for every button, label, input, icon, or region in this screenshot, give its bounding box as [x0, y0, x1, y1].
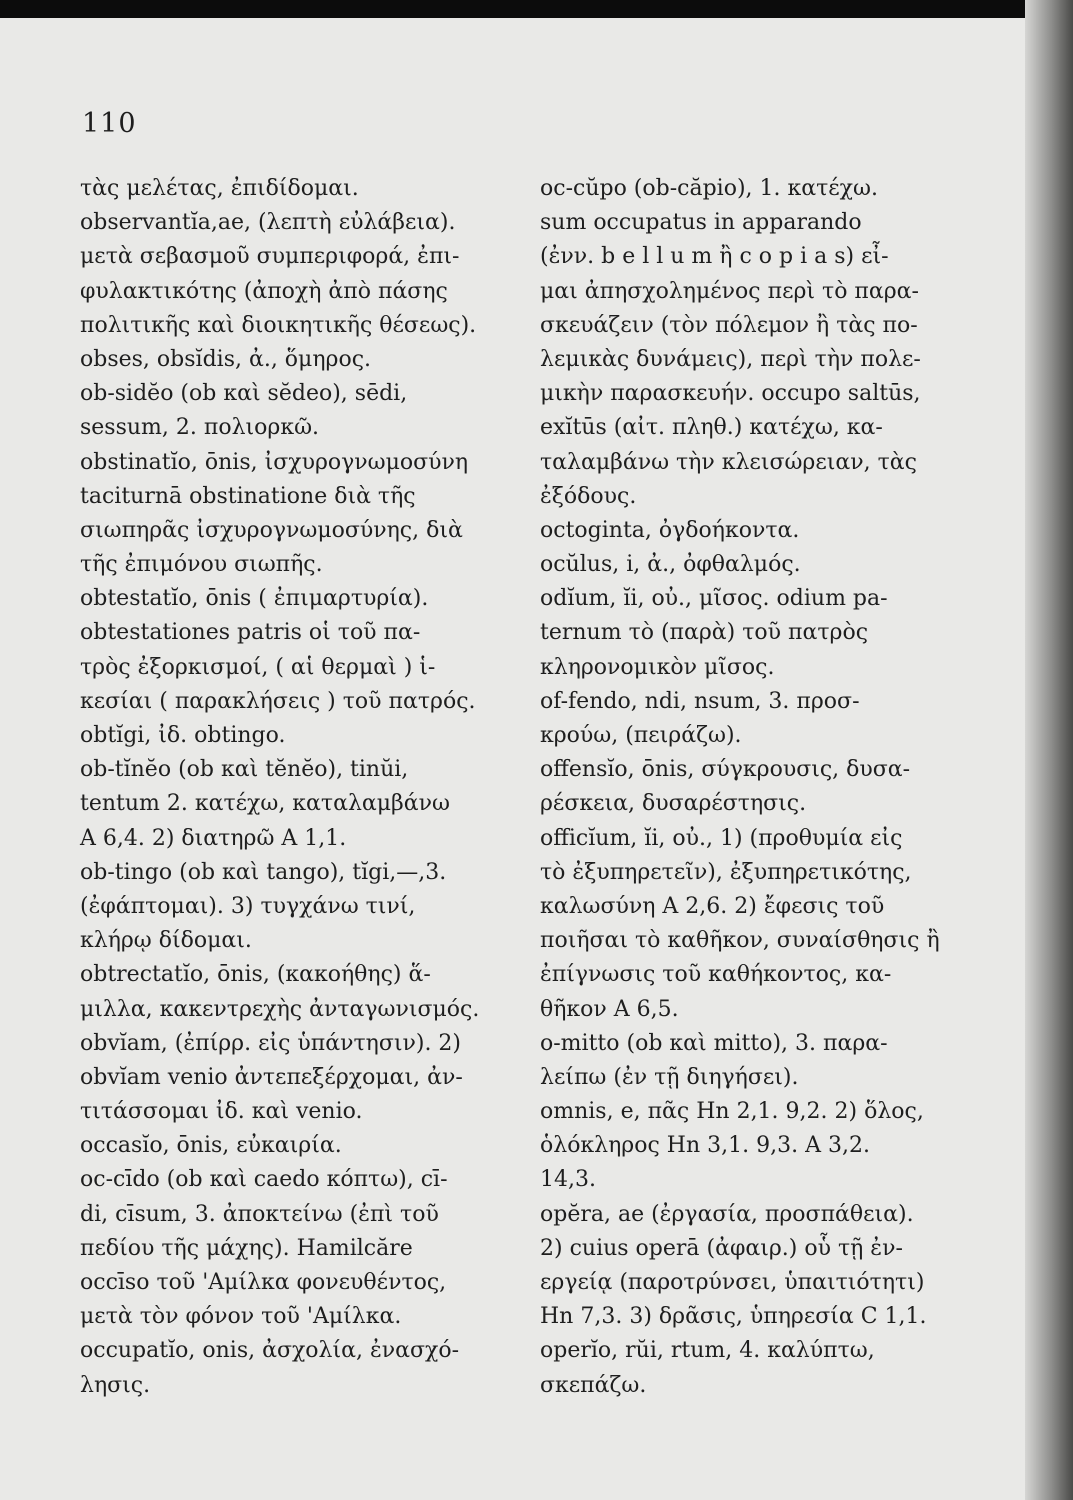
entry-line: (ἐνν. b e l l u m ἢ c o p i a s) εἶ- [540, 244, 889, 270]
entry-line: μετὰ σεβασμοῦ συμπεριφορά, ἐπι- [80, 244, 460, 270]
entry-line: ternum τὸ (παρὰ) τοῦ πατρὸς [540, 620, 869, 646]
entry-line: σκεπάζω. [540, 1372, 647, 1398]
entry-line: μαι ἀπησχολημένος περὶ τὸ παρα- [540, 278, 919, 304]
entry-line: of-fendo, ndi, nsum, 3. προσ- [540, 688, 860, 714]
entry-line: τρὸς ἐξορκισμοί, ( αἱ θερμαὶ ) ἱ- [80, 654, 436, 680]
entry-line: τῆς ἐπιμόνου σιωπῆς. [80, 552, 323, 578]
entry-line: obstinatĭo, ōnis, ἰσχυρογνωμοσύνη [80, 449, 469, 475]
entry-line: obvĭam, (ἐπίρρ. εἰς ὑπάντησιν). 2) [80, 1030, 462, 1056]
entry-line: A 6,4. 2) διατηρῶ A 1,1. [80, 825, 347, 851]
book-gutter-shadow [1025, 0, 1073, 1500]
entry-line: obtestatĭo, ōnis ( ἐπιμαρτυρία). [80, 586, 429, 612]
entry-line: ob-tĭnĕo (ob καὶ tĕnĕo), tinŭi, [80, 757, 409, 783]
entry-line: τὰς μελέτας, ἐπιδίδομαι. [80, 176, 359, 201]
entry-line: operĭo, rŭi, rtum, 4. καλύπτω, [540, 1338, 875, 1364]
entry-line: μιλλα, κακεντρεχὴς ἀνταγωνισμός. [80, 996, 480, 1022]
entry-line: observantĭa,ae, (λεπτὴ εὐλάβεια). [80, 210, 456, 236]
entry-line: λείπω (ἐν τῇ διηγήσει). [540, 1064, 799, 1090]
entry-line: omnis, e, πᾶς Hn 2,1. 9,2. 2) ὅλος, [540, 1099, 924, 1125]
entry-line: ob-tingo (ob καὶ tango), tĭgi,—,3. [80, 859, 447, 885]
entry-line: (ἐφάπτομαι). 3) τυγχάνω τινί, [80, 893, 416, 919]
right-column [540, 172, 970, 1403]
entry-line: Hn 7,3. 3) δρᾶσις, ὑπηρεσία C 1,1. [540, 1304, 927, 1330]
entry-line: exĭtūs (αἰτ. πληθ.) κατέχω, κα- [540, 415, 883, 441]
entry-line: taciturnā obstinatione διὰ τῆς [80, 483, 416, 509]
entry-line: obses, obsĭdis, ἀ., ὅμηρος. [80, 346, 372, 372]
entry-line: oc-cīdo (ob καὶ caedo κόπτω), cī- [80, 1167, 448, 1193]
entry-line: opĕra, ae (ἐργασία, προσπάθεια). [540, 1201, 914, 1227]
entry-line: obtrectatĭo, ōnis, (κακοήθης) ἅ- [80, 962, 431, 988]
entry-line: oc-cŭpo (ob-căpio), 1. κατέχω. [540, 176, 878, 201]
entry-line: obvĭam venio ἀντεπεξέρχομαι, ἀν- [80, 1064, 463, 1090]
entry-line: λεμικὰς δυνάμεις), περὶ τὴν πολε- [540, 346, 921, 372]
entry-line: offensĭo, ōnis, σύγκρουσις, δυσα- [540, 757, 911, 783]
entry-line: πεδίου τῆς μάχης). Hamilcăre [80, 1235, 413, 1261]
entry-line: sessum, 2. πολιορκῶ. [80, 415, 320, 441]
scan-top-edge [0, 0, 1073, 18]
entry-line: sum occupatus in apparando [540, 210, 862, 236]
entry-line: ob-sidĕo (ob καὶ sĕdeo), sēdi, [80, 381, 408, 407]
entry-line: ocŭlus, i, ἀ., ὀφθαλμός. [540, 552, 801, 578]
entry-line: τιτάσσομαι ἰδ. καὶ venio. [80, 1099, 363, 1125]
entry-line: obtestationes patris οἱ τοῦ πα- [80, 620, 421, 646]
entry-line: ρέσκεια, δυσαρέστησις. [540, 791, 807, 817]
entry-line: εργείᾳ (παροτρύνσει, ὑπαιτιότητι) [540, 1270, 925, 1295]
entry-line: πολιτικῆς καὶ διοικητικῆς θέσεως). [80, 312, 477, 338]
entry-line: obtĭgi, ἰδ. obtingo. [80, 723, 286, 748]
entry-line: λησις. [80, 1372, 151, 1398]
entry-line: occasĭo, ōnis, εὐκαιρία. [80, 1133, 342, 1159]
entry-line: ἐπίγνωσις τοῦ καθήκοντος, κα- [540, 962, 892, 988]
entry-line: θῆκον A 6,5. [540, 996, 679, 1022]
entry-line: tentum 2. κατέχω, καταλαμβάνω [80, 791, 450, 817]
entry-line: 14,3. [540, 1167, 596, 1193]
entry-line: ποιῆσαι τὸ καθῆκον, συναίσθησις ἢ [540, 928, 940, 954]
entry-line: ταλαμβάνω τὴν κλεισώρειαν, τὰς [540, 449, 917, 475]
entry-line: σιωπηρᾶς ἰσχυρογνωμοσύνης, διὰ [80, 517, 463, 543]
entry-line: σκευάζειν (τὸν πόλεμον ἢ τὰς πο- [540, 312, 918, 338]
entry-line: occupatĭo, onis, ἀσχολία, ἐνασχό- [80, 1338, 460, 1364]
entry-line: κλήρῳ δίδομαι. [80, 928, 252, 954]
entry-line: καλωσύνη A 2,6. 2) ἔφεσις τοῦ [540, 893, 885, 919]
entry-line: τὸ ἐξυπηρετεῖν), ἐξυπηρετικότης, [540, 859, 912, 885]
entry-line: φυλακτικότης (ἀποχὴ ἀπὸ πάσης [80, 278, 448, 304]
entry-line: di, cīsum, 3. ἀποκτείνω (ἐπὶ τοῦ [80, 1201, 439, 1227]
entry-line: ἐξόδους. [540, 483, 637, 509]
entry-line: o-mitto (ob καὶ mitto), 3. παρα- [540, 1030, 888, 1056]
entry-line: occīso τοῦ 'Αμίλκα φονευθέντος, [80, 1270, 447, 1295]
left-column [80, 172, 512, 1403]
entry-line: odĭum, ĭi, οὐ., μῖσος. odium pa- [540, 586, 888, 612]
page-number: 110 [82, 108, 137, 139]
entry-line: μικὴν παρασκευήν. occupo saltūs, [540, 381, 921, 407]
entry-line: κρούω, (πειράζω). [540, 723, 742, 748]
entry-line: κεσίαι ( παρακλήσεις ) τοῦ πατρός. [80, 688, 476, 714]
entry-line: officĭum, ĭi, οὐ., 1) (προθυμία εἰς [540, 825, 903, 851]
entry-line: ὁλόκληρος Hn 3,1. 9,3. A 3,2. [540, 1133, 870, 1159]
entry-line: μετὰ τὸν φόνον τοῦ 'Αμίλκα. [80, 1304, 402, 1330]
entry-line: 2) cuius operā (ἀφαιρ.) οὗ τῇ ἐν- [540, 1235, 903, 1261]
entry-line: κληρονομικὸν μῖσος. [540, 654, 775, 680]
entry-line: octoginta, ὀγδοήκοντα. [540, 517, 800, 543]
